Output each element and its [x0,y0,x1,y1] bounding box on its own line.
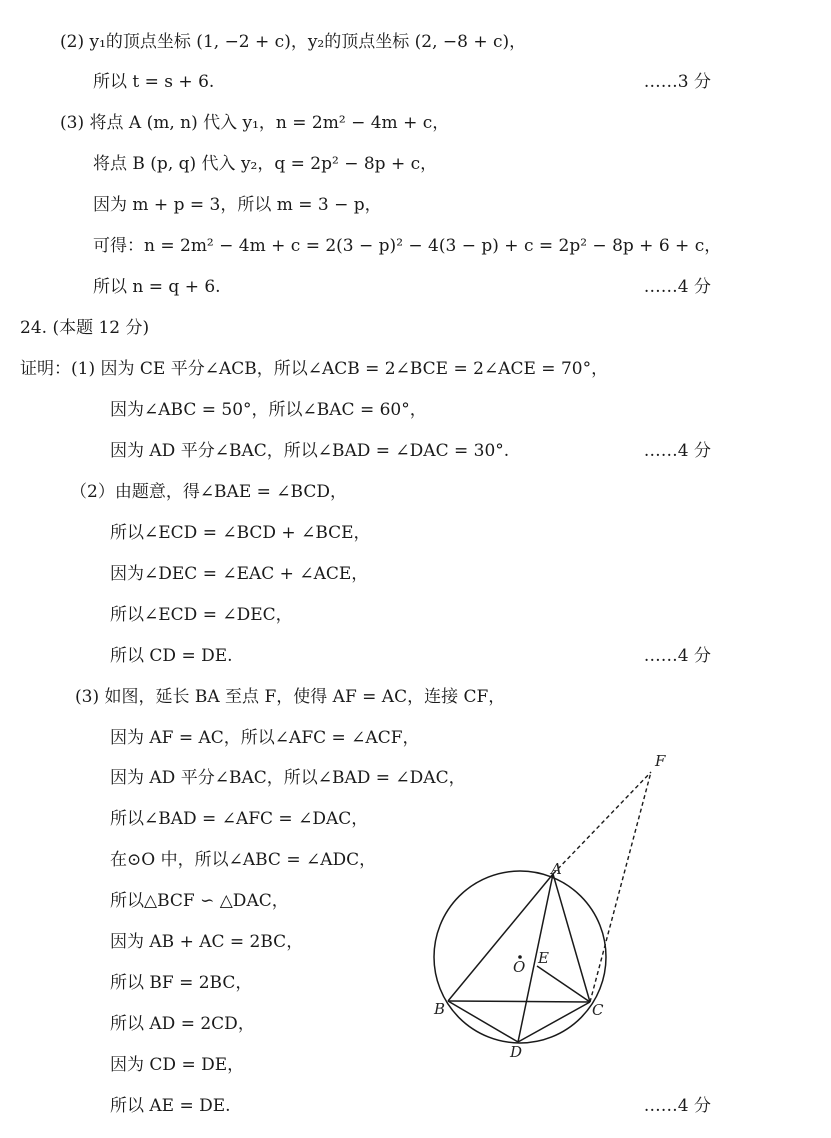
text-line: 所以 t = s + 6. [93,72,215,92]
text-line: 所以 CD = DE. [110,646,233,666]
label-f: F [655,752,666,770]
text-line: 所以 AE = DE. [110,1096,231,1116]
label-c: C [592,1001,604,1019]
segment-bc [448,1001,590,1002]
label-d: D [510,1043,523,1061]
score-mark: ……4 分 [643,1096,711,1116]
score-mark: ……3 分 [643,72,711,92]
text-line: 因为 AB + AC = 2BC， [110,932,304,952]
question-heading: 24. (本题 12 分) [20,318,150,338]
score-mark: ……4 分 [643,441,711,461]
score-mark: ……4 分 [643,277,711,297]
text-line: (3) 如图，延长 BA 至点 F，使得 AF = AC，连接 CF， [75,687,506,707]
text-line: 因为 AD 平分∠BAC，所以∠BAD = ∠DAC， [110,768,466,788]
text-line: （2）由题意，得∠BAE = ∠BCD， [70,482,347,502]
segment-ce [537,966,590,1002]
text-line: 因为 CD = DE， [110,1055,245,1075]
text-line: 所以∠ECD = ∠BCD + ∠BCE， [110,523,371,543]
text-line: (3) 将点 A (m, n) 代入 y₁，n = 2m² − 4m + c， [60,113,450,133]
label-o: O [513,958,526,976]
segment-ac [553,874,590,1002]
text-line: 因为∠ABC = 50°，所以∠BAC = 60°， [110,400,427,420]
text-line: 所以 AD = 2CD， [110,1014,255,1034]
text-line: 证明：(1) 因为 CE 平分∠ACB，所以∠ACB = 2∠BCE = 2∠ACE = 70°， [20,359,609,379]
text-line: 所以 n = q + 6. [93,277,221,297]
segment-ab [448,874,553,1001]
text-line: 将点 B (p, q) 代入 y₂，q = 2p² − 8p + c， [93,154,438,174]
text-line: 在⊙O 中，所以∠ABC = ∠ADC， [110,850,377,870]
text-line: 可得：n = 2m² − 4m + c = 2(3 − p)² − 4(3 − p) + c = 2p² − 8p + 6 + c， [93,236,722,256]
label-b: B [434,1000,446,1018]
segment-af-dashed [553,772,651,874]
text-line: 所以 BF = 2BC， [110,973,253,993]
text-line: 所以∠BAD = ∠AFC = ∠DAC， [110,809,369,829]
label-a: A [551,860,562,878]
text-line: 因为 m + p = 3，所以 m = 3 − p， [93,195,382,215]
text-line: (2) y₁的顶点坐标 (1, −2 + c)，y₂的顶点坐标 (2, −8 + c)， [60,32,527,52]
label-e: E [538,949,549,967]
text-line: 因为 AF = AC，所以∠AFC = ∠ACF， [110,728,420,748]
text-line: 所以∠ECD = ∠DEC， [110,605,293,625]
segment-cf-dashed [590,772,651,1002]
text-line: 因为∠DEC = ∠EAC + ∠ACE， [110,564,369,584]
score-mark: ……4 分 [643,646,711,666]
text-line: 因为 AD 平分∠BAC，所以∠BAD = ∠DAC = 30°. [110,441,510,461]
text-line: 所以△BCF ∽ △DAC， [110,891,289,911]
segment-bd [448,1001,518,1042]
